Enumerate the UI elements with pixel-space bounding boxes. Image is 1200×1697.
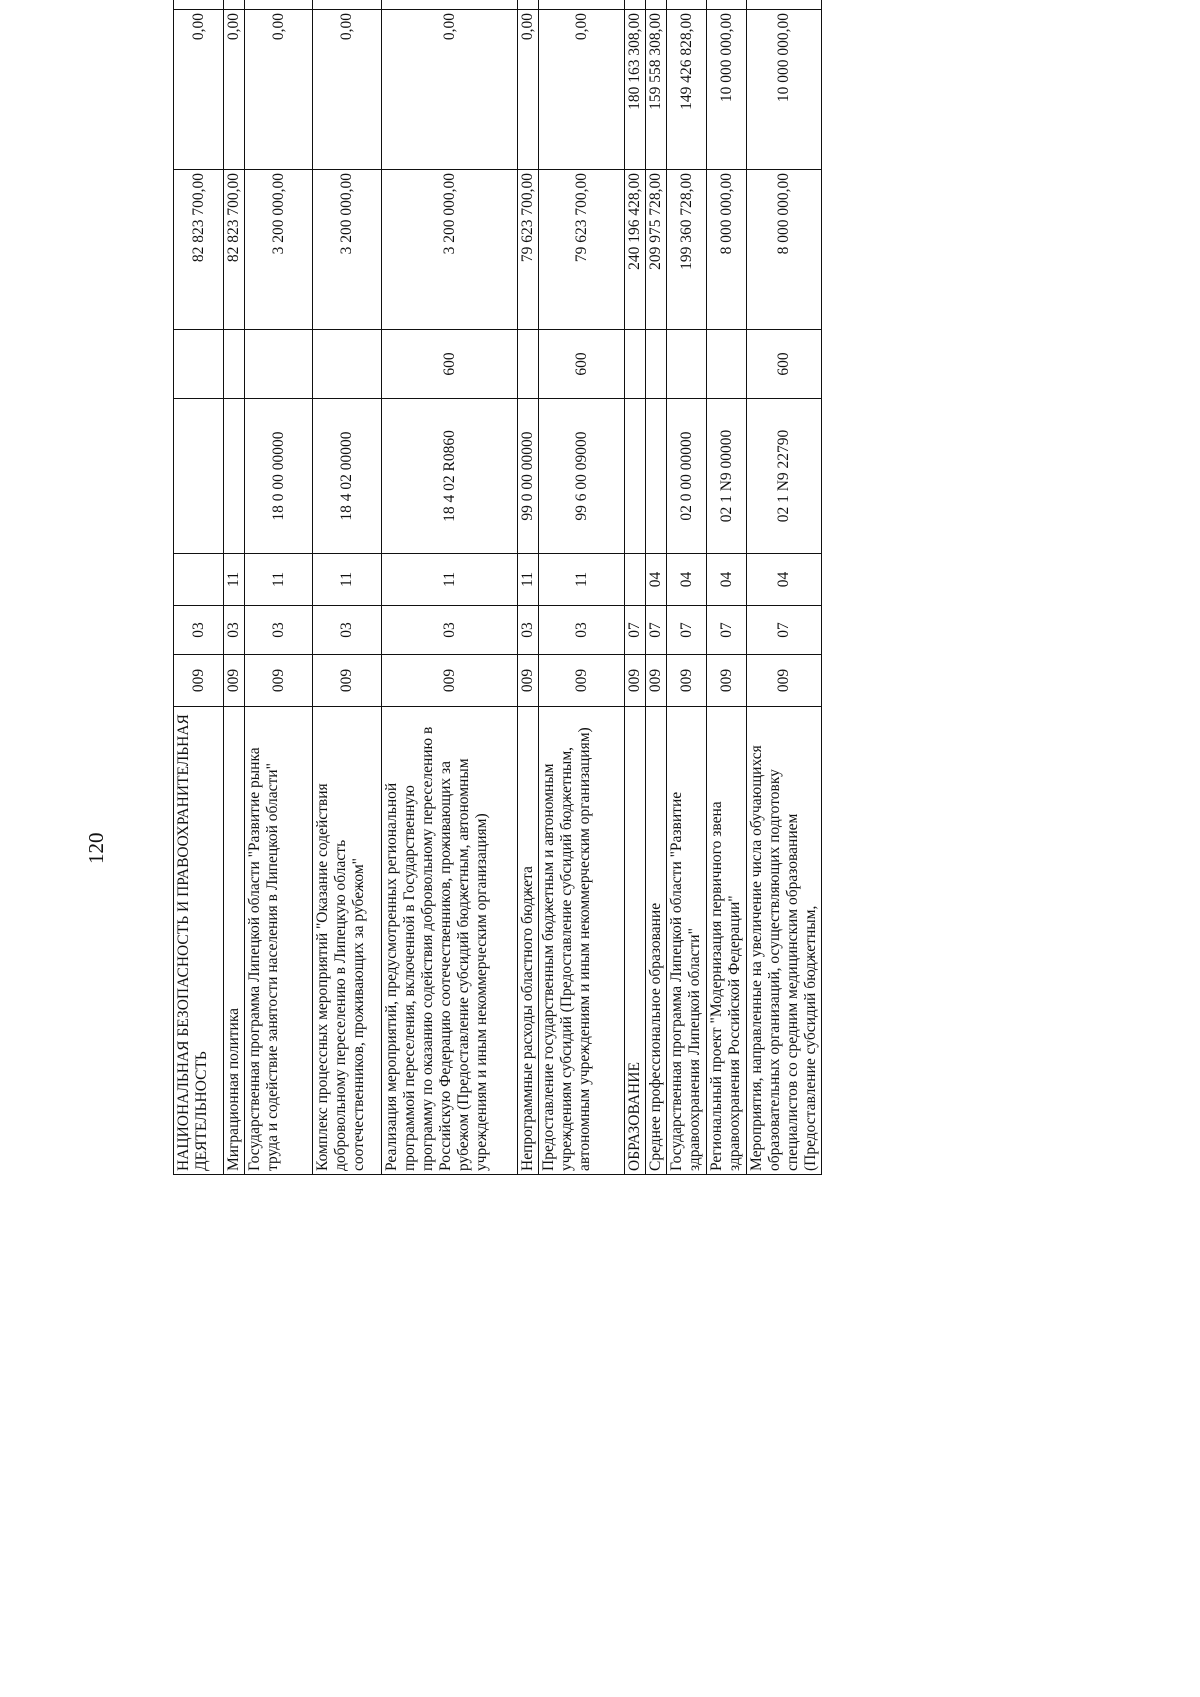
cell-ved: 009 — [747, 655, 822, 707]
cell-name: Среднее профессиональное образование — [646, 707, 667, 1175]
cell-csr: 99 6 00 09000 — [539, 399, 625, 554]
table-row — [382, 0, 518, 1175]
cell-name: Непрограммные расходы областного бюджета — [518, 707, 539, 1175]
cell-pr: 04 — [646, 554, 667, 606]
table-row — [707, 0, 747, 1175]
table-row — [313, 0, 382, 1175]
cell-pr — [174, 554, 224, 606]
cell-name: Миграционная политика — [224, 707, 245, 1175]
table-row — [518, 0, 539, 1175]
cell-sum2: 180 163 308,00 — [625, 10, 646, 170]
cell-rz: 03 — [224, 606, 245, 655]
cell-pr: 04 — [707, 554, 747, 606]
cell-rz: 03 — [539, 606, 625, 655]
cell-sum3 — [382, 0, 518, 10]
cell-sum1: 3 200 000,00 — [313, 170, 382, 330]
cell-sum3 — [313, 0, 382, 10]
cell-pr: 11 — [382, 554, 518, 606]
cell-sum3 — [224, 0, 245, 10]
cell-csr: 99 0 00 00000 — [518, 399, 539, 554]
cell-name: Реализация мероприятий, предусмотренных региональной программой переселения, включенной в Государственную программу по оказанию содействия добровольному переселению в Российскую Федерацию соотечественников, проживающих за рубежом (Предоставление субсидий бюджетным, автономным учреждениям и иным некоммерческим организациям) — [382, 707, 518, 1175]
cell-sum1: 8 000 000,00 — [747, 170, 822, 330]
cell-ved: 009 — [382, 655, 518, 707]
page-number: 120 — [84, 832, 108, 864]
table-row — [667, 0, 707, 1175]
cell-sum1: 79 623 700,00 — [518, 170, 539, 330]
cell-csr: 02 0 00 00000 — [667, 399, 707, 554]
table-body — [174, 0, 822, 1175]
cell-csr — [646, 399, 667, 554]
cell-csr: 18 4 02 00000 — [313, 399, 382, 554]
cell-name: Региональный проект "Модернизация первичного звена здравоохранения Российской Федерации" — [707, 707, 747, 1175]
cell-ved: 009 — [224, 655, 245, 707]
cell-csr: 02 1 N9 22790 — [747, 399, 822, 554]
table-row — [539, 0, 625, 1175]
cell-sum2: 0,00 — [174, 10, 224, 170]
cell-sum3 — [646, 0, 667, 10]
cell-pr: 11 — [313, 554, 382, 606]
cell-ved: 009 — [707, 655, 747, 707]
cell-sum3 — [174, 0, 224, 10]
cell-sum1: 199 360 728,00 — [667, 170, 707, 330]
cell-sum2: 0,00 — [539, 10, 625, 170]
cell-rz: 07 — [646, 606, 667, 655]
cell-ved: 009 — [667, 655, 707, 707]
cell-vr — [625, 330, 646, 399]
cell-name: Предоставление государственным бюджетным и автономным учреждениям субсидий (Предоставление субсидий бюджетным, автономным учреждениям и иным некоммерческим организациям) — [539, 707, 625, 1175]
cell-name: Государственная программа Липецкой области "Развитие здравоохранения Липецкой области" — [667, 707, 707, 1175]
cell-name: Мероприятия, направленные на увеличение числа обучающихся образовательных организаций, осуществляющих подготовку специалистов со средним медицинским образованием (Предоставление субсидий бюджетным, — [747, 707, 822, 1175]
cell-vr — [518, 330, 539, 399]
cell-pr: 04 — [747, 554, 822, 606]
rotated-table-container — [173, 13, 1011, 1175]
cell-vr: 600 — [539, 330, 625, 399]
cell-sum1: 3 200 000,00 — [382, 170, 518, 330]
cell-sum3 — [625, 0, 646, 10]
cell-vr — [224, 330, 245, 399]
cell-sum1: 82 823 700,00 — [174, 170, 224, 330]
cell-name: Комплекс процессных мероприятий "Оказание содействия добровольному переселению в Липецкую область соотечественников, проживающих за рубежом" — [313, 707, 382, 1175]
cell-sum2: 10 000 000,00 — [707, 10, 747, 170]
cell-ved: 009 — [174, 655, 224, 707]
cell-vr — [707, 330, 747, 399]
cell-csr — [174, 399, 224, 554]
cell-sum3 — [747, 0, 822, 10]
table-row — [625, 0, 646, 1175]
cell-vr — [646, 330, 667, 399]
cell-pr: 11 — [224, 554, 245, 606]
cell-sum2: 0,00 — [224, 10, 245, 170]
cell-pr: 11 — [518, 554, 539, 606]
cell-ved: 009 — [245, 655, 313, 707]
cell-vr — [245, 330, 313, 399]
cell-sum1: 240 196 428,00 — [625, 170, 646, 330]
cell-sum2: 0,00 — [518, 10, 539, 170]
cell-ved: 009 — [625, 655, 646, 707]
cell-sum2: 0,00 — [382, 10, 518, 170]
table-row — [747, 0, 822, 1175]
cell-csr — [625, 399, 646, 554]
cell-csr — [224, 399, 245, 554]
cell-rz: 07 — [625, 606, 646, 655]
cell-sum2: 159 558 308,00 — [646, 10, 667, 170]
cell-pr — [625, 554, 646, 606]
cell-sum2: 0,00 — [245, 10, 313, 170]
cell-csr: 18 0 00 00000 — [245, 399, 313, 554]
cell-sum2: 149 426 828,00 — [667, 10, 707, 170]
cell-sum3 — [518, 0, 539, 10]
cell-vr — [313, 330, 382, 399]
cell-rz: 03 — [174, 606, 224, 655]
cell-pr: 11 — [539, 554, 625, 606]
cell-csr: 18 4 02 R0860 — [382, 399, 518, 554]
cell-sum3 — [707, 0, 747, 10]
cell-rz: 03 — [313, 606, 382, 655]
cell-sum1: 82 823 700,00 — [224, 170, 245, 330]
cell-sum1: 79 623 700,00 — [539, 170, 625, 330]
cell-sum2: 0,00 — [313, 10, 382, 170]
cell-name: Государственная программа Липецкой области "Развитие рынка труда и содействие занятости населения в Липецкой области" — [245, 707, 313, 1175]
table-row — [646, 0, 667, 1175]
cell-ved: 009 — [539, 655, 625, 707]
budget-table — [173, 0, 822, 1175]
cell-ved: 009 — [646, 655, 667, 707]
cell-rz: 07 — [707, 606, 747, 655]
cell-sum1: 209 975 728,00 — [646, 170, 667, 330]
cell-pr: 04 — [667, 554, 707, 606]
cell-vr: 600 — [382, 330, 518, 399]
cell-rz: 07 — [747, 606, 822, 655]
cell-sum2: 10 000 000,00 — [747, 10, 822, 170]
cell-rz: 03 — [245, 606, 313, 655]
table-row — [174, 0, 224, 1175]
cell-sum1: 8 000 000,00 — [707, 170, 747, 330]
cell-sum3 — [667, 0, 707, 10]
cell-ved: 009 — [313, 655, 382, 707]
cell-pr: 11 — [245, 554, 313, 606]
cell-name: ОБРАЗОВАНИЕ — [625, 707, 646, 1175]
cell-rz: 07 — [667, 606, 707, 655]
cell-vr — [174, 330, 224, 399]
cell-sum3 — [245, 0, 313, 10]
cell-csr: 02 1 N9 00000 — [707, 399, 747, 554]
cell-rz: 03 — [518, 606, 539, 655]
cell-sum3 — [539, 0, 625, 10]
cell-name: НАЦИОНАЛЬНАЯ БЕЗОПАСНОСТЬ И ПРАВООХРАНИТЕЛЬНАЯ ДЕЯТЕЛЬНОСТЬ — [174, 707, 224, 1175]
table-row — [224, 0, 245, 1175]
cell-rz: 03 — [382, 606, 518, 655]
table-row — [245, 0, 313, 1175]
cell-ved: 009 — [518, 655, 539, 707]
cell-vr: 600 — [747, 330, 822, 399]
cell-sum1: 3 200 000,00 — [245, 170, 313, 330]
cell-vr — [667, 330, 707, 399]
